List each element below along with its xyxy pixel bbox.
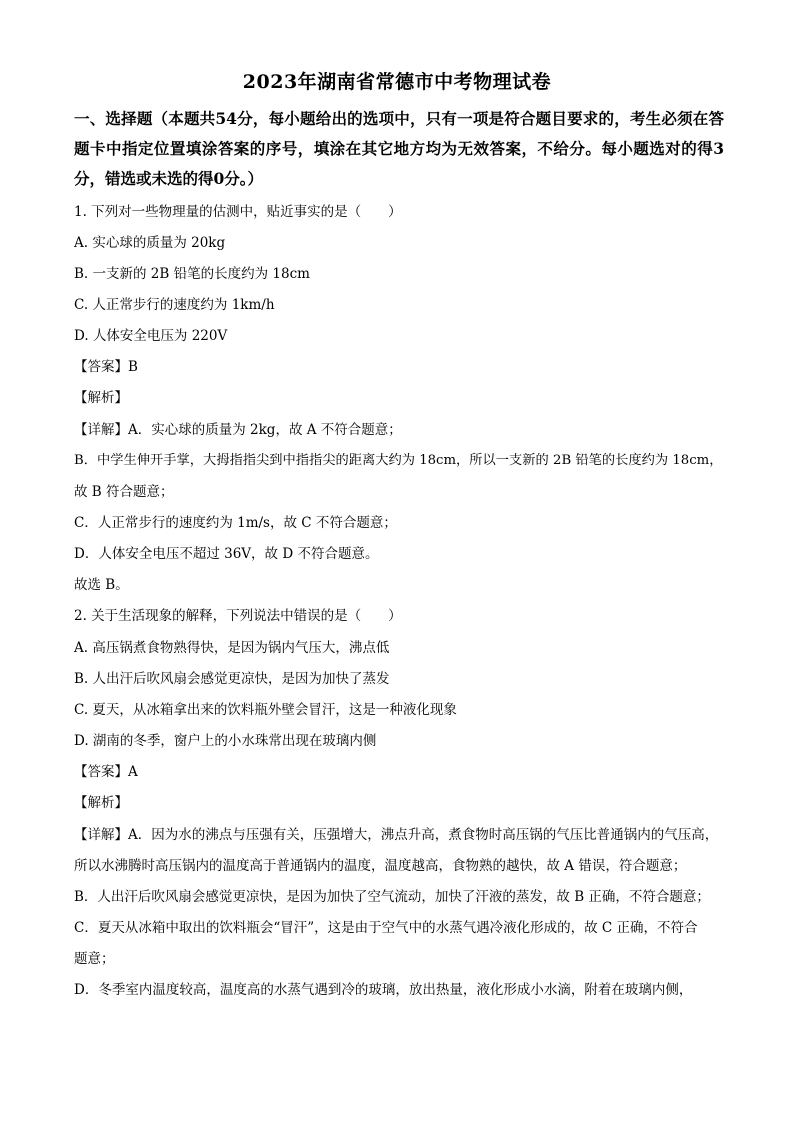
question-2-option-a: A. 高压锅煮食物熟得快，是因为锅内气压大，沸点低 — [74, 640, 390, 656]
question-2-detail-line: 【详解】A．因为水的沸点与压强有关，压强增大，沸点升高，煮食物时高压锅的气压比普通锅内的气压高， — [74, 827, 719, 843]
question-2-detail-line: 所以水沸腾时高压锅内的温度高于普通锅内的温度，温度越高，食物熟的越快，故 A 错误，符合题意； — [74, 858, 687, 874]
question-1-option-a: A. 实心球的质量为 20kg — [74, 235, 226, 251]
question-2-option-d: D. 湖南的冬季，窗户上的小水珠常出现在玻璃内侧 — [74, 733, 377, 749]
question-1-detail-line: D．人体安全电压不超过 36V，故 D 不符合题意。 — [74, 546, 379, 562]
question-2-option-c: C. 夏天，从冰箱拿出来的饮料瓶外壁会冒汗，这是一种液化现象 — [74, 702, 457, 718]
question-2-detail-line: 题意； — [74, 951, 115, 967]
question-1-detail-line: 故 B 符合题意； — [74, 484, 174, 500]
question-2-option-b: B. 人出汗后吹风扇会感觉更凉快，是因为加快了蒸发 — [74, 671, 390, 687]
question-2-detail-line: C．夏天从冰箱中取出的饮料瓶会“冒汗”，这是由于空气中的水蒸气遇冷液化形成的，故 C 正确，不符合 — [74, 920, 698, 936]
question-1-option-c: C. 人正常步行的速度约为 1km/h — [74, 297, 275, 313]
question-1-option-b: B. 一支新的 2B 铅笔的长度约为 18cm — [74, 266, 310, 282]
question-1-detail-line: 【详解】A．实心球的质量为 2kg，故 A 不符合题意； — [74, 422, 402, 438]
question-2-stem: 2. 关于生活现象的解释，下列说法中错误的是（ ） — [74, 608, 402, 624]
question-1-answer: 【答案】B — [74, 359, 138, 375]
section-heading: 一、选择题（本题共54分，每小题给出的选项中，只有一项是符合题目要求的，考生必须在答题卡中指定位置填涂答案的序号，填涂在其它地方均为无效答案，不给分。每小题选对的得3分，错选或未选的得0分。） — [74, 109, 724, 188]
question-1-detail-line: B．中学生伸开手掌，大拇指指尖到中指指尖的距离大约为 18cm，所以一支新的 2B 铅笔的长度约为 18cm， — [74, 453, 723, 468]
question-1-option-d: D. 人体安全电压为 220V — [74, 328, 228, 344]
question-2-analysis-label: 【解析】 — [74, 795, 128, 811]
question-1-stem: 1. 下列对一些物理量的估测中，贴近事实的是（ ） — [74, 204, 402, 220]
question-2-answer: 【答案】A — [74, 764, 138, 780]
question-1-detail-line: 故选 B。 — [74, 577, 129, 593]
question-1-detail-line: C．人正常步行的速度约为 1m/s，故 C 不符合题意； — [74, 515, 397, 531]
question-1-analysis-label: 【解析】 — [74, 390, 128, 406]
question-2-detail-line: D．冬季室内温度较高，温度高的水蒸气遇到冷的玻璃，放出热量，液化形成小水滴，附着在玻璃内侧， — [74, 982, 693, 998]
question-2-detail-line: B．人出汗后吹风扇会感觉更凉快，是因为加快了空气流动，加快了汗液的蒸发，故 B 正确，不符合题意； — [74, 889, 710, 905]
page-title: 2023年湖南省常德市中考物理试卷 — [242, 71, 552, 93]
